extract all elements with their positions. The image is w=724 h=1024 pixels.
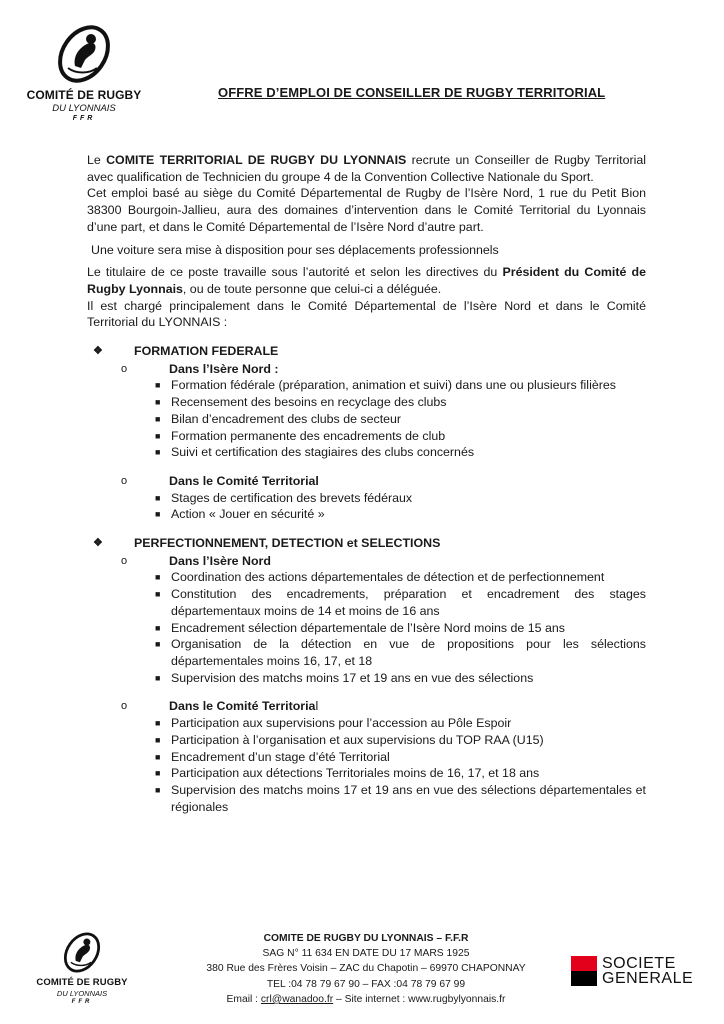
- item-text: Action « Jouer en sécurité »: [171, 507, 325, 522]
- subsection-title: Dans l’Isère Nord: [169, 553, 271, 568]
- logo-ffr: FFR: [71, 999, 93, 1005]
- footer-address: 380 Rue des Frères Voisin – ZAC du Chapotin – 69970 CHAPONNAY: [206, 963, 526, 975]
- item-text: Encadrement d’un stage d’été Territorial: [171, 749, 390, 764]
- list-item: [87, 411, 646, 428]
- list-item: [87, 715, 646, 732]
- square-bullet-icon: ■: [155, 639, 161, 650]
- rugby-ball-logo-icon: [51, 22, 117, 86]
- subsection-heading: [87, 473, 646, 490]
- text-span: recrute un Conseiller de Rugby Territorial avec qualification de Technicien du groupe 4 de la Convention Collective Nationale du Sport.: [87, 153, 646, 184]
- text-span: Email :: [226, 993, 261, 1005]
- footer-logo: [32, 930, 132, 1005]
- footer-email-line: [180, 992, 552, 1007]
- list-item: [87, 765, 646, 782]
- societe-generale-logo: [571, 956, 693, 986]
- item-list: [87, 377, 646, 461]
- item-text: Participation aux détections Territoriales moins de 16, 17, et 18 ans: [171, 766, 540, 781]
- sg-red-half: [571, 956, 597, 971]
- intro-paragraph-2: Cet emploi basé au siège du Comité Départemental de Rugby de l’Isère Nord, 1 rue du Petit Bion 38300 Bourgoin-Jallieu, aura des domaines d’intervention dans le Comité Territorial du Lyonnais d’une part, et dans le Comité Départemental de l’Isère Nord d’autre part.: [87, 186, 646, 234]
- sponsor-line-1: SOCIETE: [602, 955, 676, 972]
- item-list: [87, 490, 646, 523]
- circle-bullet-icon: o: [121, 554, 128, 567]
- document-title: OFFRE D’EMPLOI DE CONSEILLER DE RUGBY TERRITORIAL: [218, 85, 606, 100]
- committee-name: COMITE TERRITORIAL DE RUGBY DU LYONNAIS: [106, 153, 407, 167]
- item-text: Suivi et certification des stagiaires des clubs concernés: [171, 445, 475, 460]
- section-heading: [87, 535, 646, 552]
- subsection-heading: [87, 553, 646, 570]
- website-text: – Site internet : www.rugbylyonnais.fr: [333, 993, 506, 1005]
- list-item: [87, 749, 646, 766]
- circle-bullet-icon: o: [121, 474, 128, 487]
- text-span: Le: [87, 153, 107, 167]
- square-bullet-icon: ■: [155, 751, 161, 762]
- subsection-heading: [87, 698, 646, 715]
- circle-bullet-icon: o: [121, 362, 128, 375]
- list-item: [87, 620, 646, 637]
- president-mention: Président du Comité de Rugby Lyonnais: [87, 265, 646, 296]
- sponsor-name: [602, 956, 693, 986]
- rugby-ball-logo-icon: [59, 930, 105, 975]
- text-span: l: [315, 699, 319, 714]
- intro-paragraph-4: [87, 264, 646, 297]
- square-bullet-icon: ■: [155, 718, 161, 729]
- item-list: [87, 715, 646, 815]
- list-item: [87, 782, 646, 815]
- list-item: [87, 428, 646, 445]
- list-item: [87, 490, 646, 507]
- item-text: Coordination des actions départementales de détection et de perfectionnement: [171, 570, 605, 585]
- list-item: [87, 506, 646, 523]
- logo-ffr: FFR: [72, 115, 96, 122]
- square-bullet-icon: ■: [155, 784, 161, 795]
- square-bullet-icon: ■: [155, 768, 161, 779]
- square-bullet-icon: ■: [155, 589, 161, 600]
- subsection-title: [169, 698, 318, 715]
- list-item: [87, 670, 646, 687]
- square-bullet-icon: ■: [155, 380, 161, 391]
- square-bullet-icon: ■: [155, 492, 161, 503]
- diamond-bullet-icon: ❖: [93, 537, 103, 550]
- subsection-title: Dans l’Isère Nord :: [169, 361, 279, 376]
- email-link[interactable]: crl@wanadoo.fr: [260, 993, 334, 1005]
- subsection-title: Dans le Comité Territorial: [169, 473, 319, 488]
- intro-paragraph-3: Une voiture sera mise à disposition pour ses déplacements professionnels: [91, 242, 499, 257]
- item-list: [87, 569, 646, 686]
- item-text: Encadrement sélection départementale de l’Isère Nord moins de 15 ans: [171, 620, 565, 635]
- logo-subtitle: DU LYONNAIS: [56, 989, 108, 998]
- diamond-bullet-icon: ❖: [93, 345, 103, 358]
- text-span: , ou de toute personne que celui-ci a déléguée.: [182, 281, 442, 296]
- footer-contact: [180, 931, 552, 1007]
- square-bullet-icon: ■: [155, 397, 161, 408]
- footer-phone: TEL :04 78 79 67 90 – FAX :04 78 79 67 99: [266, 978, 466, 990]
- sponsor-line-2: GENERALE: [602, 970, 694, 987]
- item-text: Supervision des matchs moins 17 et 19 ans en vue des sélections: [171, 670, 534, 685]
- sg-square-icon: [571, 956, 597, 986]
- document-body: [87, 152, 646, 815]
- text-span: Dans le Comité Territoria: [169, 699, 316, 714]
- list-item: [87, 444, 646, 461]
- square-bullet-icon: ■: [155, 622, 161, 633]
- square-bullet-icon: ■: [155, 413, 161, 424]
- item-text: Participation à l’organisation et aux supervisions du TOP RAA (U15): [171, 732, 544, 747]
- item-text: Bilan d’encadrement des clubs de secteur: [171, 411, 402, 426]
- item-text: Stages de certification des brevets fédéraux: [171, 490, 413, 505]
- header-logo: [24, 22, 144, 122]
- square-bullet-icon: ■: [155, 572, 161, 583]
- section-title: PERFECTIONNEMENT, DETECTION et SELECTIONS: [134, 536, 441, 551]
- item-text: Supervision des matchs moins 17 et 19 ans en vue des sélections départementales et régionales: [171, 782, 646, 814]
- item-text: Recensement des besoins en recyclage des clubs: [171, 395, 447, 410]
- item-text: Formation permanente des encadrements de club: [171, 428, 446, 443]
- list-item: [87, 636, 646, 669]
- square-bullet-icon: ■: [155, 430, 161, 441]
- circle-bullet-icon: o: [121, 700, 128, 713]
- footer-registration: SAG N° 11 634 EN DATE DU 17 MARS 1925: [262, 948, 470, 960]
- subsection-heading: [87, 361, 646, 378]
- logo-name: COMITÉ DE RUGBY: [36, 977, 128, 988]
- square-bullet-icon: ■: [155, 672, 161, 683]
- square-bullet-icon: ■: [155, 734, 161, 745]
- section-heading: [87, 343, 646, 360]
- list-item: [87, 586, 646, 619]
- footer-title: COMITE DE RUGBY DU LYONNAIS – F.F.R: [263, 933, 469, 944]
- text-span: Le titulaire de ce poste travaille sous l’autorité et selon les directives du: [87, 265, 503, 280]
- list-item: [87, 732, 646, 749]
- logo-subtitle: DU LYONNAIS: [52, 103, 116, 114]
- section-title: FORMATION FEDERALE: [134, 344, 279, 359]
- item-text: Organisation de la détection en vue de propositions pour les sélections départementales moins 16, 17, et 18: [171, 637, 646, 668]
- list-item: [87, 394, 646, 411]
- intro-paragraph-1: [87, 152, 646, 185]
- item-text: Participation aux supervisions pour l’accession au Pôle Espoir: [171, 716, 512, 731]
- list-item: [87, 377, 646, 394]
- square-bullet-icon: ■: [155, 447, 161, 458]
- sg-black-half: [571, 971, 597, 986]
- logo-name: COMITÉ DE RUGBY: [26, 88, 142, 102]
- item-text: Formation fédérale (préparation, animation et suivi) dans une ou plusieurs filières: [171, 378, 616, 393]
- intro-paragraph-5: Il est chargé principalement dans le Comité Départemental de l’Isère Nord et dans le Comité Territorial du LYONNAIS :: [87, 298, 646, 330]
- square-bullet-icon: ■: [155, 509, 161, 520]
- list-item: [87, 569, 646, 586]
- item-text: Constitution des encadrements, préparation et encadrement des stages départementaux moins de 14 et moins de 16 ans: [171, 587, 646, 618]
